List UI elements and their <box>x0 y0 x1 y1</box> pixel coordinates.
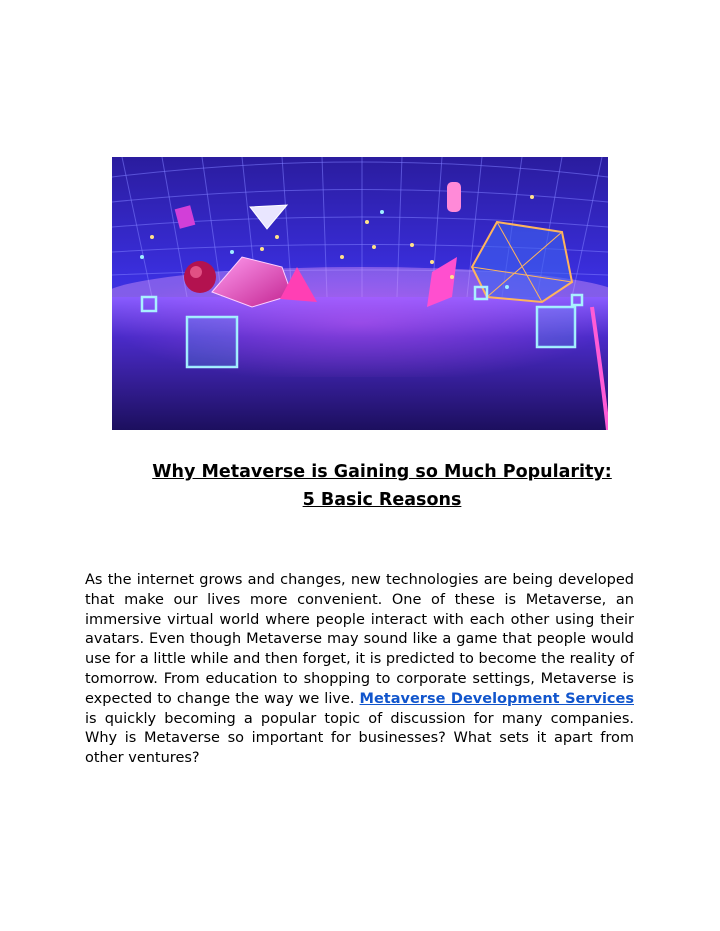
metaverse-illustration-icon <box>112 157 608 430</box>
hero-image <box>112 157 608 430</box>
paragraph-text-before-link: As the internet grows and changes, new technologies are being developed that make our lives more convenient. One of these is Metaverse, an immersive virtual world where people interact with each other using their avatars. Even though Metaverse may sound like a game that people would use for a little while and then forget, it is predicted to become the reality of tomorrow. From education to shopping to corporate settings, Metaverse is expected to change the way we live. <box>85 572 634 707</box>
title-line-1: Why Metaverse is Gaining so Much Popularity: <box>152 462 612 482</box>
title-line-2: 5 Basic Reasons <box>302 490 462 510</box>
paragraph-text-after-link: is quickly becoming a popular topic of discussion for many companies. Why is Metaverse so important for businesses? What sets it apart from other ventures? <box>85 710 634 767</box>
intro-paragraph <box>85 571 634 769</box>
metaverse-development-services-link[interactable]: Metaverse Development Services <box>359 690 634 707</box>
article-title <box>112 458 652 514</box>
